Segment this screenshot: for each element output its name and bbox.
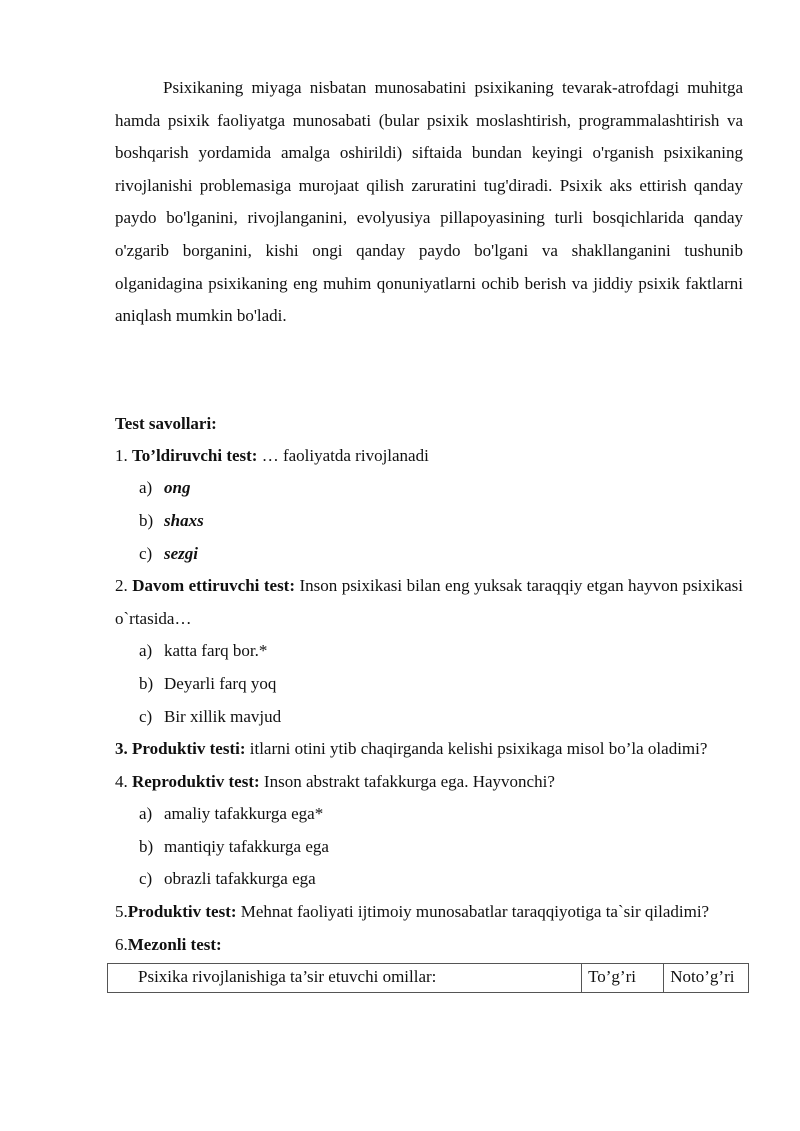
- intro-paragraph: Psixikaning miyaga nisbatan munosabatini psixikaning tevarak-atrofdagi muhitga hamda psixik faoliyatga munosabati (bular psixik moslashtirish, programmalashtirish va boshqarish yordamida amalga oshirildi) siftaida bundan keyingi o'rganish psixikaning rivojlanishi problemasiga murojaat qilish zaruratini tug'diradi. Psixik aks ettirish qanday paydo bo'lganini, rivojlanganini, evolyusiya pillapoyasining turli bosqichlarida qanday o'zgarib borganini, kishi ongi qanday paydo bo'lgani va shakllanganini tushunib olganidagina psixikaning eng muhim qonuniyatlarni ochib berish va jiddiy psixik faktlarni aniqlash mumkin bo'ladi.: [115, 78, 743, 326]
- question-number: 1.: [115, 445, 132, 465]
- option-4c: c) obrazli tafakkurga ega: [139, 869, 316, 889]
- table-header-incorrect: Noto’g’ri: [664, 964, 749, 993]
- option-2a: a) katta farq bor.*: [139, 641, 268, 661]
- question-type: Produktiv test:: [127, 902, 237, 922]
- option-4b: b) mantiqiy tafakkurga ega: [139, 836, 329, 856]
- question-type: Mezonli test:: [127, 934, 222, 954]
- table-row: [108, 964, 749, 993]
- criteria-table: [107, 963, 749, 993]
- question-number: 5.: [115, 902, 128, 922]
- option-2b: b) Deyarli farq yoq: [139, 673, 277, 693]
- question-2: [115, 570, 743, 635]
- question-1: [115, 440, 743, 473]
- question-text: Inson abstrakt tafakkurga ega. Hayvonchi?: [259, 771, 555, 791]
- question-type: Reproduktiv test:: [132, 771, 260, 791]
- question-4: [115, 766, 743, 799]
- question-5: [115, 896, 743, 929]
- question-type: To’ldiruvchi test:: [132, 445, 258, 465]
- table-header-factors: Psixika rivojlanishiga ta’sir etuvchi omillar:: [108, 964, 582, 993]
- question-number: 6.: [115, 934, 128, 954]
- page-content: [115, 72, 743, 993]
- option-1a: a) ong: [139, 478, 191, 498]
- section-heading: Test savollari:: [115, 413, 217, 433]
- option-1c: c) sezgi: [139, 543, 198, 563]
- question-3: [115, 733, 743, 766]
- option-4a: a) amaliy tafakkurga ega*: [139, 804, 324, 824]
- question-text: … faoliyatda rivojlanadi: [257, 445, 429, 465]
- question-number: 2.: [115, 576, 133, 596]
- question-number: 4.: [115, 771, 132, 791]
- question-type: 3. Produktiv testi:: [115, 739, 246, 759]
- question-text: Mehnat faoliyati ijtimoiy munosabatlar taraqqiyotiga ta`sir qiladimi?: [236, 902, 710, 922]
- question-text: Inson psixikasi bilan eng yuksak taraqqiy etgan hayvon psixikasi o`rtasida…: [115, 576, 743, 628]
- question-type: Davom ettiruvchi test:: [132, 576, 296, 596]
- option-2c: c) Bir xillik mavjud: [139, 706, 282, 726]
- question-6: [115, 929, 743, 962]
- option-1b: b) shaxs: [139, 510, 204, 530]
- question-text: itlarni otini ytib chaqirganda kelishi psixikaga misol bo’la oladimi?: [245, 739, 708, 759]
- table-header-correct: To’g’ri: [582, 964, 664, 993]
